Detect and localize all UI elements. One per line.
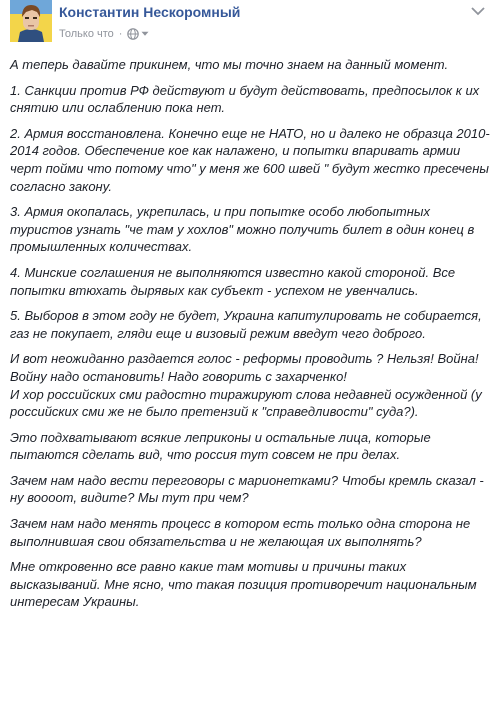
separator-dot: · — [118, 28, 123, 40]
post-paragraph: Мне откровенно все равно какие там мотивы и причины таких высказываний. Мне ясно, что такая позиция противоречит национальным интересам Украины. — [10, 559, 477, 610]
post-paragraph: 2. Армия восстановлена. Конечно еще не НАТО, но и далеко не образца 2010-2014 годов. Обеспечение кое как налажено, и попытки впаривать армии черт пойми что потому что" у меня же 600 швей " будут жестко пресечены согласно закону. — [10, 125, 490, 194]
post-paragraph: Зачем нам надо вести переговоры с марионетками? Чтобы кремль сказал - ну воооот, видите? Мы тут при чем? — [10, 472, 484, 506]
post-paragraph: И вот неожиданно раздается голос - реформы проводить ? Нельзя! Война! Войну надо остановить! Надо говорить с захарченко! И хор российских сми радостно тиражируют слова недавней осужденной (у российских сми же не было претензий к "справедливости" суда?). — [10, 351, 482, 420]
post-meta — [59, 27, 149, 41]
post-paragraph: 5. Выборов в этом году не будет, Украина капитулировать не собирается, газ не покупает, гляди еще и визовый режим введут чего доброго. — [10, 308, 482, 341]
post-timestamp[interactable]: Только что — [59, 28, 114, 40]
avatar[interactable] — [10, 0, 52, 42]
avatar-image — [10, 0, 52, 42]
chevron-down-icon[interactable] — [470, 4, 486, 16]
post-paragraph: 3. Армия окопалась, укрепилась, и при попытке особо любопытных туристов узнать "че там у хохлов" можно получить билет в один конец в промышленных количествах. — [10, 204, 475, 255]
post-paragraph: А теперь давайте прикинем, что мы точно знаем на данный момент. — [10, 57, 449, 72]
privacy-chevron-icon[interactable] — [141, 31, 149, 37]
author-name[interactable]: Константин Нескоромный — [59, 4, 241, 20]
post-paragraph: 4. Минские соглашения не выполняются известно какой стороной. Все попытки втюхать дырявых как субъект - успехом не увенчались. — [10, 264, 456, 298]
post-body — [10, 56, 492, 611]
post-header — [0, 0, 498, 48]
globe-icon[interactable] — [127, 28, 139, 40]
post-paragraph: Это подхватывают всякие леприконы и остальные лица, которые пытаются сделать вид, что россия тут совсем не при делах. — [10, 429, 431, 463]
post-paragraph: 1. Санкции против РФ действуют и будут действовать, предпосылок к их снятию или ослаблению пока нет. — [10, 82, 480, 116]
post-paragraph: Зачем нам надо менять процесс в котором есть только одна сторона не выполнившая свои обязательства и не желающая их выполнять? — [10, 516, 471, 549]
